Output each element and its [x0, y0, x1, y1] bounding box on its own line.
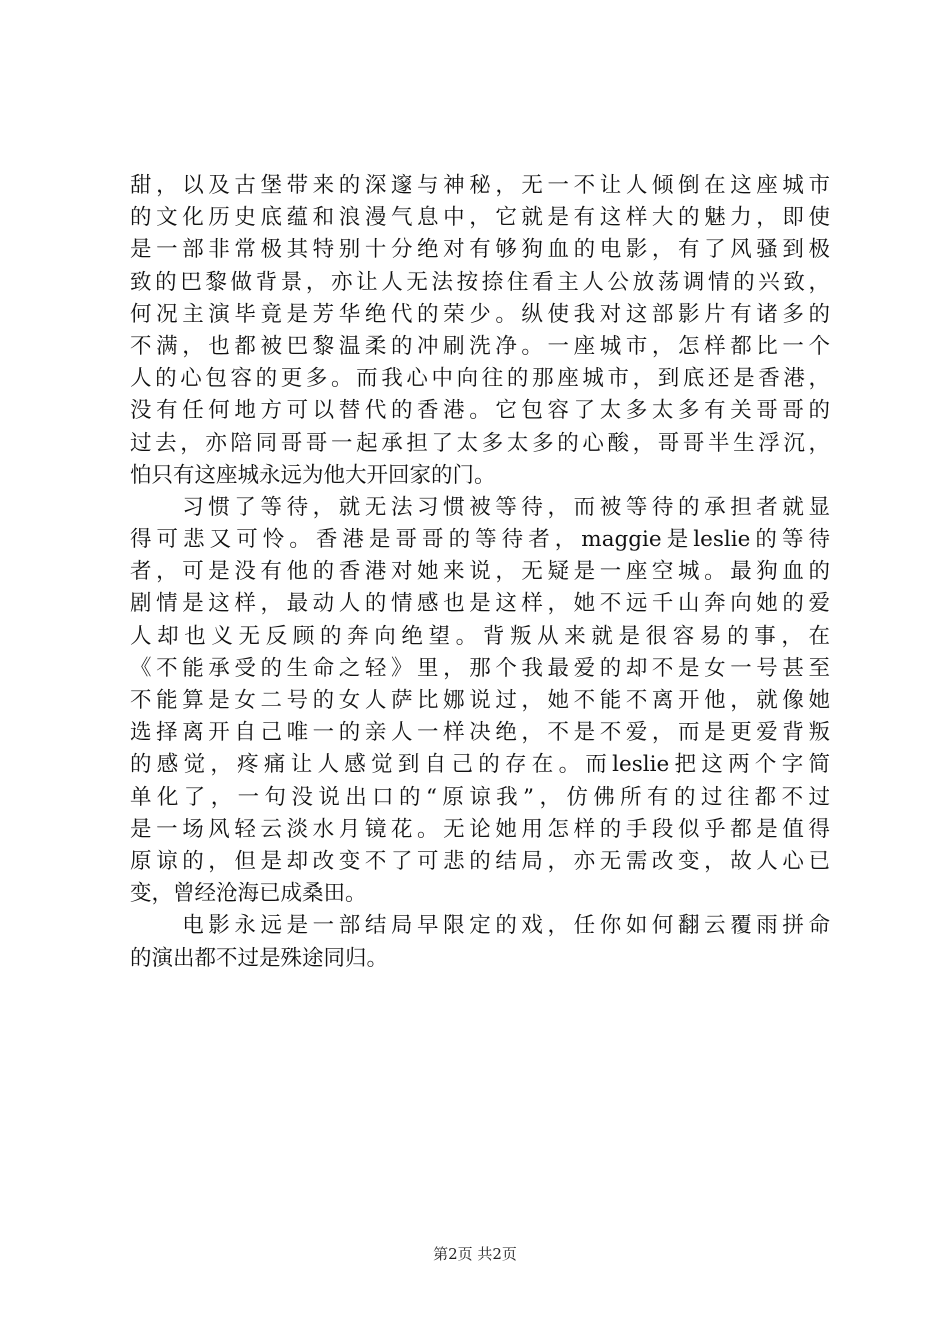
text-line: 变，曾经沧海已成桑田。 — [130, 881, 367, 907]
text-line: 单化了，一句没说出口的“原谅我”，仿佛所有的过往都不过 — [130, 784, 830, 810]
text-line: 不满，也都被巴黎温柔的冲刷洗净。一座城市，怎样都比一个 — [130, 333, 830, 359]
text-line: 致的巴黎做背景，亦让人无法按捺住看主人公放荡调情的兴致， — [130, 269, 830, 295]
text-line: 的感觉，疼痛让人感觉到自己的存在。而leslie把这两个字简 — [130, 752, 830, 778]
page-footer: 第2页 共2页 — [433, 1245, 517, 1263]
text-line: 是一部非常极其特别十分绝对有够狗血的电影，有了风骚到极 — [130, 237, 830, 263]
body-text — [130, 170, 830, 975]
text-line: 得可悲又可怜。香港是哥哥的等待者，maggie是leslie的等待 — [130, 527, 830, 553]
text-line: 电影永远是一部结局早限定的戏，任你如何翻云覆雨拼命 — [130, 913, 830, 939]
text-line: 选择离开自己唯一的亲人一样决绝，不是不爱，而是更爱背叛 — [130, 720, 830, 746]
text-line: 甜，以及古堡带来的深邃与神秘，无一不让人倾倒在这座城市 — [130, 173, 830, 198]
text-line: 习惯了等待，就无法习惯被等待，而被等待的承担者就显 — [130, 494, 830, 520]
text-line: 《不能承受的生命之轻》里，那个我最爱的却不是女一号甚至 — [130, 655, 830, 681]
text-line: 人的心包容的更多。而我心中向往的那座城市，到底还是香港， — [130, 366, 830, 392]
text-line: 怕只有这座城永远为他大开回家的门。 — [130, 462, 496, 488]
text-line: 原谅的，但是却改变不了可悲的结局，亦无需改变，故人心已 — [130, 848, 830, 874]
text-line: 何况主演毕竟是芳华绝代的荣少。纵使我对这部影片有诸多的 — [130, 301, 830, 327]
text-line: 者，可是没有他的香港对她来说，无疑是一座空城。最狗血的 — [130, 559, 830, 585]
text-line: 没有任何地方可以替代的香港。它包容了太多太多有关哥哥的 — [130, 398, 830, 424]
text-line: 是一场风轻云淡水月镜花。无论她用怎样的手段似乎都是值得 — [130, 816, 830, 842]
text-line: 人却也义无反顾的奔向绝望。背叛从来就是很容易的事，在 — [130, 623, 830, 649]
text-line: 剧情是这样，最动人的情感也是这样，她不远千山奔向她的爱 — [130, 591, 830, 617]
text-line: 过去，亦陪同哥哥一起承担了太多太多的心酸，哥哥半生浮沉， — [130, 430, 830, 456]
text-line: 不能算是女二号的女人萨比娜说过，她不能不离开他，就像她 — [130, 688, 830, 713]
text-line: 的演出都不过是殊途同归。 — [130, 945, 389, 971]
text-line: 的文化历史底蕴和浪漫气息中，它就是有这样大的魅力，即使 — [130, 205, 830, 231]
